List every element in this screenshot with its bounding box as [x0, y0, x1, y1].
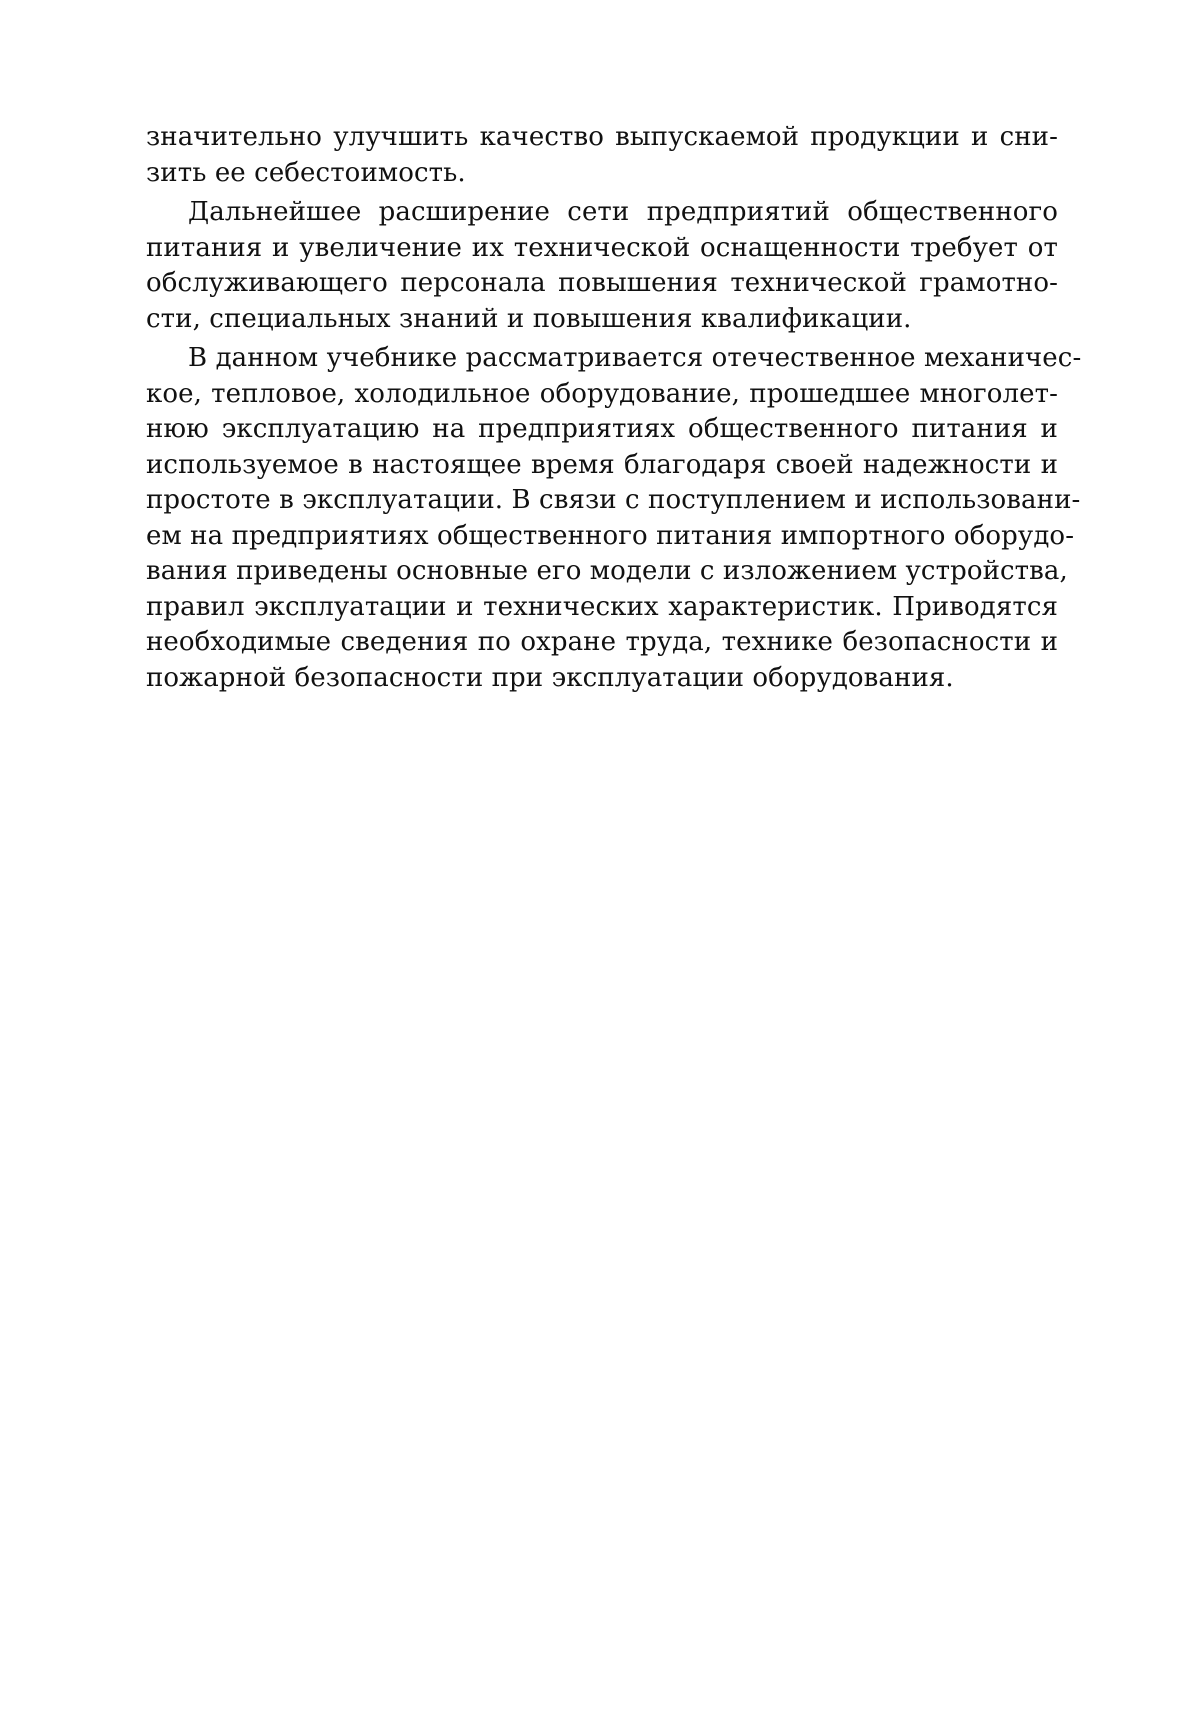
text-line: используемое в настоящее время благодаря своей надежности и [146, 449, 1058, 480]
paragraph-2 [146, 195, 1058, 337]
text-line: необходимые сведения по охране труда, технике безопасности и [146, 627, 1058, 657]
paragraph-3 [146, 341, 1082, 696]
text-line: кое, тепловое, холодильное оборудование, прошедшее многолет- [146, 378, 1058, 409]
text-line: вания приведены основные его модели с изложением устройства, [146, 556, 1068, 586]
text-line: нюю эксплуатацию на предприятиях общественного питания и [146, 414, 1058, 444]
text-line: пожарной безопасности при эксплуатации оборудования. [146, 662, 954, 693]
text-line: зить ее себестоимость. [146, 157, 466, 188]
text-line: сти, специальных знаний и повышения квалификации. [146, 303, 912, 334]
text-line: простоте в эксплуатации. В связи с поступлением и использовани- [146, 485, 1081, 515]
text-line: питания и увеличение их технической оснащенности требует от [146, 232, 1058, 263]
text-line: правил эксплуатации и технических характеристик. Приводятся [146, 591, 1058, 622]
paragraph-1 [146, 120, 1058, 191]
text-line: обслуживающего персонала повышения технической грамотно- [146, 268, 1058, 298]
text-line: значительно улучшить качество выпускаемой продукции и сни- [146, 122, 1058, 152]
text-line: ем на предприятиях общественного питания импортного оборудо- [146, 520, 1075, 551]
text-line: Дальнейшее расширение сети предприятий общественного [188, 197, 1058, 227]
text-line: В данном учебнике рассматривается отечественное механичес- [188, 343, 1082, 373]
body-text [146, 120, 1082, 700]
